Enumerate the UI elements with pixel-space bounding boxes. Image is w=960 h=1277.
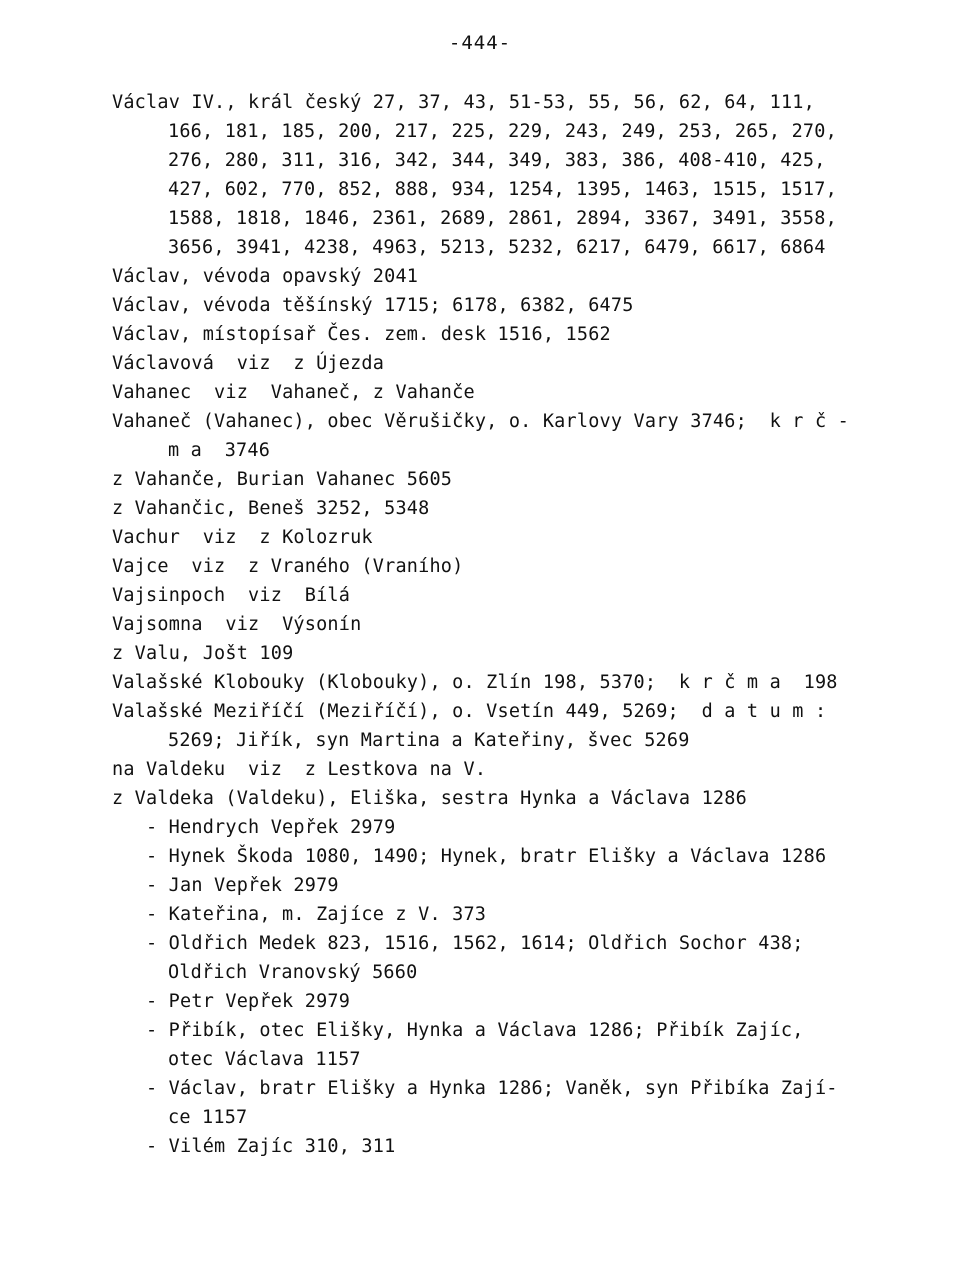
page-number: -444- xyxy=(448,32,512,54)
index-entry-continuation: ce 1157 xyxy=(168,1107,248,1128)
index-entry: Vachur viz z Kolozruk xyxy=(112,527,373,548)
index-entry-continuation: m a 3746 xyxy=(168,440,271,461)
index-entry: Valašské Meziříčí (Meziříčí), o. Vsetín 449, 5269; d a t u m : xyxy=(112,701,827,722)
index-entry-continuation: - Petr Vepřek 2979 xyxy=(146,991,351,1012)
index-entry: Václav IV., král český 27, 37, 43, 51-53, 55, 56, 62, 64, 111, xyxy=(112,92,815,113)
index-entry: Václav, místopísař Čes. zem. desk 1516, 1562 xyxy=(112,324,611,345)
index-entry-continuation: - Jan Vepřek 2979 xyxy=(146,875,339,896)
index-entry: z Valdeka (Valdeku), Eliška, sestra Hynka a Václava 1286 xyxy=(112,788,747,809)
index-entry: Vahaneč (Vahanec), obec Věrušičky, o. Karlovy Vary 3746; k r č - xyxy=(112,411,849,432)
index-entry: z Valu, Jošt 109 xyxy=(112,643,294,664)
index-entry: Vajsinpoch viz Bílá xyxy=(112,585,351,606)
index-entry-continuation: 1588, 1818, 1846, 2361, 2689, 2861, 2894, 3367, 3491, 3558, xyxy=(168,208,837,229)
index-entry-continuation: - Vilém Zajíc 310, 311 xyxy=(146,1136,396,1157)
index-entry-continuation: - Hynek Škoda 1080, 1490; Hynek, bratr Elišky a Václava 1286 xyxy=(146,846,827,867)
index-entry: Václav, vévoda opavský 2041 xyxy=(112,266,419,287)
index-entry-continuation: - Hendrych Vepřek 2979 xyxy=(146,817,396,838)
index-entry: na Valdeku viz z Lestkova na V. xyxy=(112,759,487,780)
index-entry-continuation: 427, 602, 770, 852, 888, 934, 1254, 1395, 1463, 1515, 1517, xyxy=(168,179,837,200)
index-entry: Václavová viz z Újezda xyxy=(112,353,385,374)
index-entry-continuation: 3656, 3941, 4238, 4963, 5213, 5232, 6217, 6479, 6617, 6864 xyxy=(168,237,826,258)
index-entry: Vajce viz z Vraného (Vraního) xyxy=(112,556,464,577)
index-entry: z Vahančic, Beneš 3252, 5348 xyxy=(112,498,430,519)
index-entry-continuation: - Kateřina, m. Zajíce z V. 373 xyxy=(146,904,487,925)
index-entry: z Vahanče, Burian Vahanec 5605 xyxy=(112,469,453,490)
index-entry-continuation: - Oldřich Medek 823, 1516, 1562, 1614; Oldřich Sochor 438; xyxy=(146,933,804,954)
index-entry: Valašské Klobouky (Klobouky), o. Zlín 198, 5370; k r č m a 198 xyxy=(112,672,838,693)
index-entries xyxy=(112,88,892,1161)
index-entry-continuation: 276, 280, 311, 316, 342, 344, 349, 383, 386, 408-410, 425, xyxy=(168,150,826,171)
index-entry-continuation: Oldřich Vranovský 5660 xyxy=(168,962,418,983)
index-entry-continuation: otec Václava 1157 xyxy=(168,1049,361,1070)
index-entry-continuation: - Václav, bratr Elišky a Hynka 1286; Vaněk, syn Přibíka Zají- xyxy=(146,1078,838,1099)
index-entry: Vajsomna viz Výsonín xyxy=(112,614,362,635)
index-entry-continuation: 166, 181, 185, 200, 217, 225, 229, 243, 249, 253, 265, 270, xyxy=(168,121,837,142)
index-entry-continuation: 5269; Jiřík, syn Martina a Kateřiny, švec 5269 xyxy=(168,730,690,751)
index-entry-continuation: - Přibík, otec Elišky, Hynka a Václava 1286; Přibík Zajíc, xyxy=(146,1020,804,1041)
index-entry: Václav, vévoda těšínský 1715; 6178, 6382, 6475 xyxy=(112,295,634,316)
index-entry: Vahanec viz Vahaneč, z Vahanče xyxy=(112,382,475,403)
